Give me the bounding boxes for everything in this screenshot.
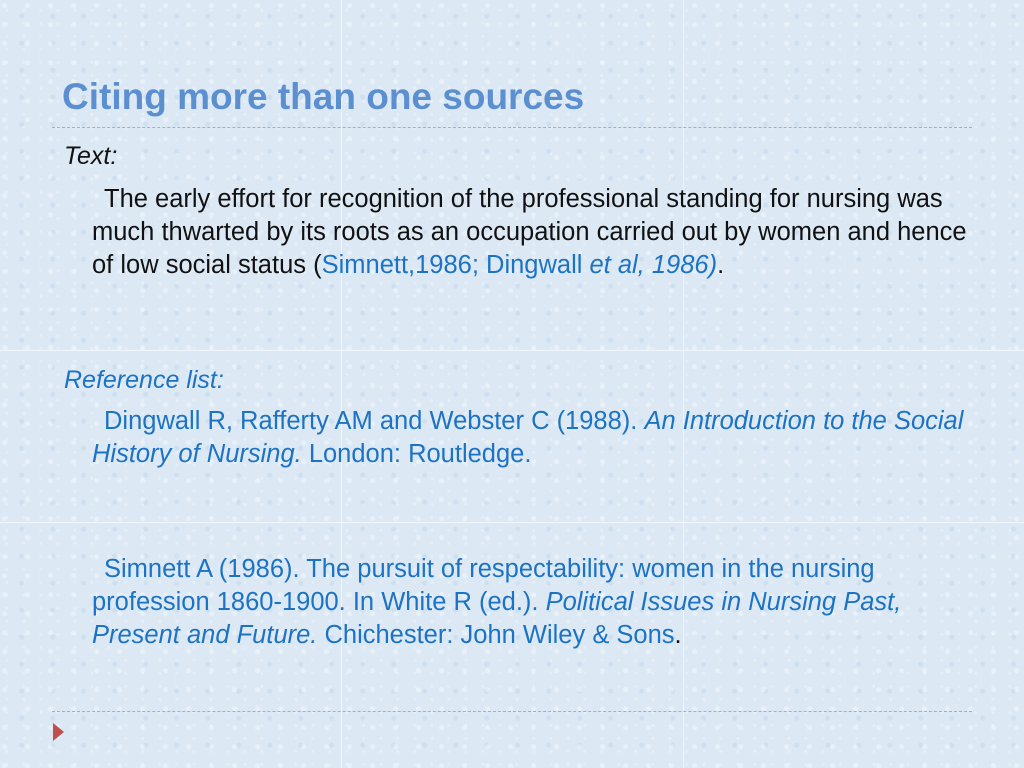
reference-period: . (674, 621, 682, 649)
title-divider (52, 127, 972, 128)
background-tile-seam (0, 522, 1024, 523)
reference-publisher: Chichester: John Wiley & Sons (317, 621, 675, 649)
reference-publisher: London: Routledge. (301, 440, 532, 468)
body-paragraph (92, 183, 972, 282)
reference-title: An Introduction to the Social History of Nursing. (92, 407, 964, 468)
slide-title: Citing more than one sources (62, 76, 585, 117)
text-label: Text: (64, 142, 118, 170)
reference-authors: Dingwall R, Rafferty AM and Webster C (1988). (104, 407, 645, 435)
reference-authors: Simnett A (1986). The pursuit of respectability: women in the nursing profession 1860-1900. In White R (ed.). (92, 555, 875, 616)
reference-entry-simnett (92, 553, 972, 652)
citation-names: Simnett,1986; Dingwall (321, 251, 590, 279)
reference-list-label: Reference list: (64, 366, 224, 394)
body-period: . (717, 251, 725, 279)
triangle-bullet-icon (53, 723, 64, 741)
footer-divider (52, 711, 972, 712)
background-tile-seam (683, 0, 684, 768)
background-tile-seam (0, 350, 1024, 351)
citation-close: ) (708, 251, 718, 279)
body-text: The early effort for recognition of the professional standing for nursing was much thwarted by its roots as an occupation carried out by women and hence of low social status ( (92, 185, 967, 279)
reference-entry-dingwall (92, 405, 972, 471)
reference-title: Political Issues in Nursing Past, Present and Future. (92, 588, 902, 649)
citation-et-al: et al, 1986 (589, 251, 709, 279)
